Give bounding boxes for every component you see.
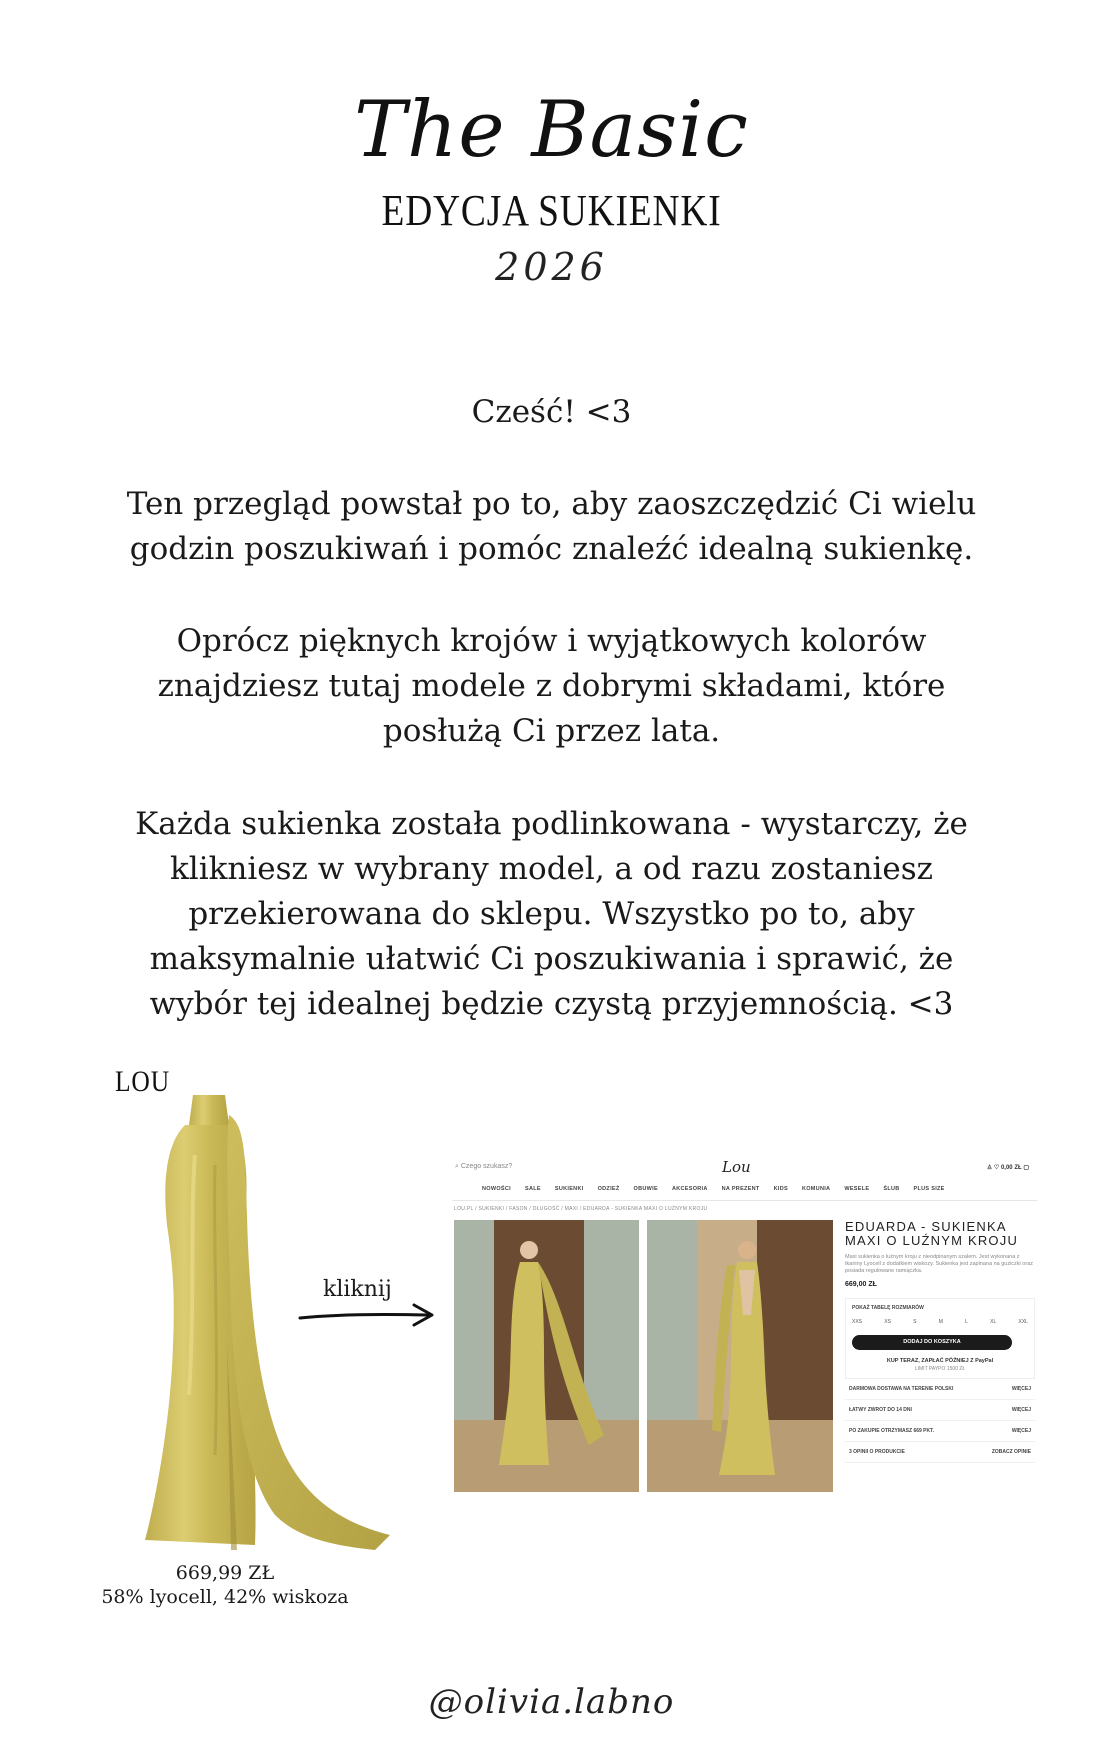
divider — [452, 1200, 1037, 1201]
shop-product-description: Maxi sukienka o luźnym kroju z nieodpinanym szalem. Jest wykonana z tkaniny Lyocell z dodatkiem wiskozy. Sukienka jest zapinana na guziczki oraz posiada regulowane ramiączka. — [845, 1254, 1034, 1274]
greeting: Cześć! <3 — [471, 394, 632, 430]
arrow-right-icon — [298, 1300, 438, 1330]
product-photo-back — [647, 1220, 833, 1492]
nav-item: NOWOŚCI — [482, 1186, 511, 1192]
script-title: The Basic — [354, 85, 749, 175]
shop-product-title: EDUARDA - SUKIENKA MAXI O LUŹNYM KROJU — [845, 1219, 1019, 1248]
size-option[interactable]: XS — [884, 1319, 891, 1325]
breadcrumb: LOU.PL / SUKIENKI / FASON / DŁUGOŚĆ / MAXI / EDUARDA - SUKIENKA MAXI O LUŹNYM KROJU — [454, 1206, 708, 1212]
size-option[interactable]: S — [913, 1319, 917, 1325]
shop-search: ⌕ Czego szukasz? — [455, 1163, 513, 1170]
info-row[interactable]: ŁATWY ZWROT DO 14 DNI WIĘCEJ — [845, 1400, 1035, 1421]
nav-item: SUKIENKI — [554, 1186, 584, 1192]
info-row[interactable]: DARMOWA DOSTAWA NA TERENIE POLSKI WIĘCEJ — [845, 1379, 1035, 1400]
info-row[interactable]: 3 OPINII O PRODUKCIE ZOBACZ OPINIE — [845, 1442, 1035, 1463]
size-option[interactable]: XL — [990, 1319, 997, 1325]
product-price: 669,99 ZŁ — [175, 1562, 275, 1584]
size-box — [845, 1298, 1035, 1379]
nav-item: PLUS SIZE — [913, 1186, 945, 1192]
shop-page-screenshot[interactable] — [452, 1158, 1037, 1498]
intro-paragraph-2: Oprócz pięknych krojów i wyjątkowych kolorów znajdziesz tutaj modele z dobrymi składami, które posłużą Ci przez lata. — [157, 623, 946, 749]
shop-logo: Lou — [722, 1158, 751, 1176]
bag-icon: ▢ — [1023, 1165, 1029, 1171]
size-option[interactable]: XXL — [1018, 1319, 1028, 1325]
nav-item: KOMUNIA — [801, 1186, 831, 1192]
intro-paragraph-1: Ten przegląd powstał po to, aby zaoszczędzić Ci wielu godzin poszukiwań i pomóc znaleźć idealną sukienkę. — [126, 486, 977, 567]
nav-item: KIDS — [773, 1186, 788, 1192]
size-table-link[interactable]: POKAŻ TABELĘ ROZMIARÓW — [852, 1305, 924, 1311]
user-icon: ♙ — [986, 1165, 994, 1171]
nav-item: NA PREZENT — [721, 1186, 760, 1192]
shop-cart: ♙ ♡ 0,00 ZŁ ▢ — [986, 1165, 1029, 1171]
add-to-cart-button[interactable]: DODAJ DO KOSZYKA — [852, 1335, 1012, 1350]
shop-nav — [482, 1186, 945, 1192]
size-option[interactable]: L — [965, 1319, 968, 1325]
paypo-limit: LIMIT PAYPO 1500 ZŁ — [914, 1366, 966, 1372]
info-row[interactable]: PO ZAKUPIE OTRZYMASZ 669 PKT. WIĘCEJ — [845, 1421, 1035, 1442]
nav-item: SALE — [525, 1186, 541, 1192]
search-icon: ⌕ — [455, 1163, 461, 1170]
nav-item: OBUWIE — [633, 1186, 658, 1192]
click-hint: kliknij — [323, 1277, 392, 1302]
nav-item: ŚLUB — [883, 1186, 900, 1192]
intro-paragraph-3: Każda sukienka została podlinkowana - wystarczy, że klikniesz w wybrany model, a od razu zostaniesz przekierowana do sklepu. Wszystko po to, aby maksymalnie ułatwić Ci poszukiwania i sprawić, że wybór tej idealnej będzie czystą przyjemnością. <3 — [135, 806, 968, 1022]
product-composition: 58% lyocell, 42% wiskoza — [101, 1586, 349, 1608]
size-option[interactable]: XXS — [852, 1319, 863, 1325]
size-options — [852, 1319, 1028, 1325]
size-option[interactable]: M — [938, 1319, 943, 1325]
edition-year: 2026 — [495, 245, 608, 289]
nav-item: AKCESORIA — [671, 1186, 708, 1192]
author-handle[interactable]: @olivia.labno — [428, 1682, 675, 1722]
nav-item: WESELE — [844, 1186, 870, 1192]
product-photo-front — [454, 1220, 639, 1492]
brand-name: LOU — [115, 1065, 170, 1098]
paypal-line: KUP TERAZ, ZAPŁAĆ PÓŹNIEJ Z PayPal — [886, 1358, 994, 1364]
product-panel — [845, 1220, 1035, 1492]
edition-subtitle: EDYCJA SUKIENKI — [381, 186, 722, 235]
nav-item: ODZIEŻ — [597, 1186, 620, 1192]
shop-product-price: 669,00 ZŁ — [845, 1281, 877, 1288]
heart-icon: ♡ — [993, 1165, 1001, 1171]
